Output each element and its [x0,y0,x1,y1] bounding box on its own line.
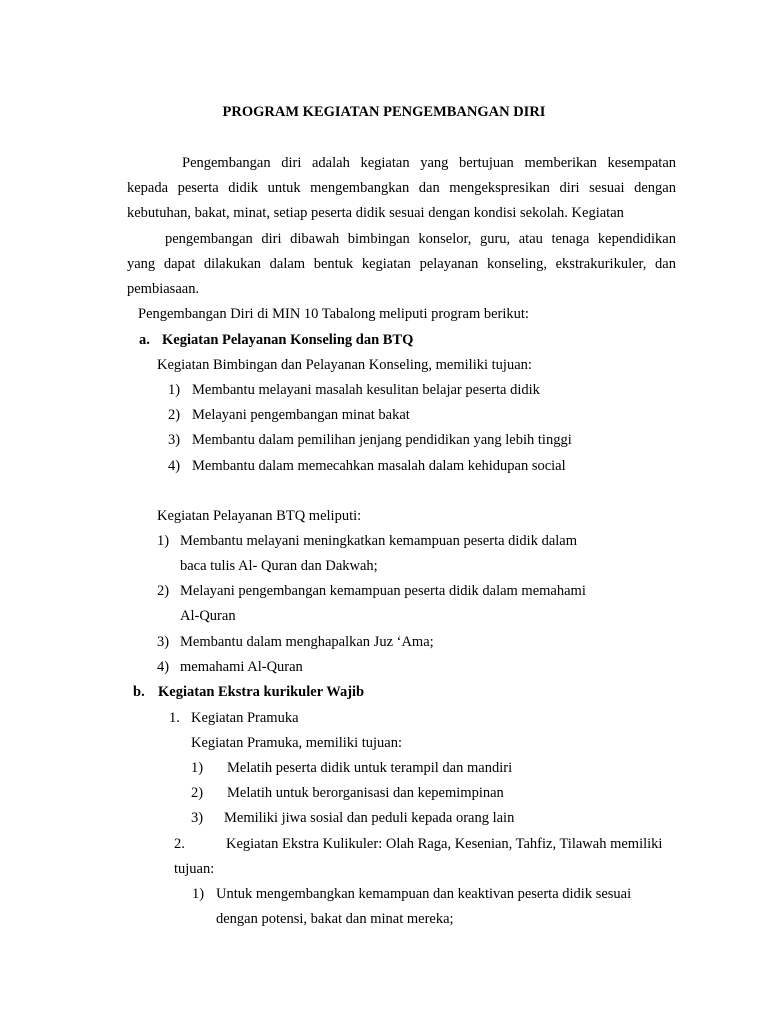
list-number: 1. [169,710,180,726]
paragraph-line: kebutuhan, bakat, minat, setiap peserta didik sesuai dengan kondisi sekolah. Kegiatan [127,205,624,221]
paragraph-line: yang dapat dilakukan dalam bentuk kegiatan pelayanan konseling, ekstrakurikuler, dan [127,256,676,272]
btq-intro: Kegiatan Pelayanan BTQ meliputi: [157,508,362,524]
list-item: Melayani pengembangan kemampuan peserta didik dalam memahami [180,583,586,599]
konseling-intro: Kegiatan Bimbingan dan Pelayanan Konseling, memiliki tujuan: [157,357,532,373]
list-number: 1) [192,886,205,902]
paragraph-line: kepada peserta didik untuk mengembangkan dan mengekspresikan diri sesuai dengan [127,180,676,196]
list-item: Melatih peserta didik untuk terampil dan mandiri [227,760,513,776]
ekstra-label-continuation: tujuan: [174,861,215,877]
list-item: Membantu dalam pemilihan jenjang pendidikan yang lebih tinggi [192,432,572,448]
pramuka-label: Kegiatan Pramuka [191,710,299,726]
page-title: PROGRAM KEGIATAN PENGEMBANGAN DIRI [222,104,546,120]
pramuka-intro: Kegiatan Pramuka, memiliki tujuan: [191,735,403,751]
list-number: 2. [174,836,185,852]
list-item: Membantu melayani masalah kesulitan belajar peserta didik [192,382,540,398]
paragraph-line: pengembangan diri dibawah bimbingan konselor, guru, atau tenaga kependidikan [165,231,676,247]
list-number: 4) [168,458,181,474]
list-item: Untuk mengembangkan kemampuan dan keaktivan peserta didik sesuai [216,886,632,902]
list-number: 3) [168,432,181,448]
list-item-continuation: Al-Quran [180,608,236,624]
program-intro: Pengembangan Diri di MIN 10 Tabalong meliputi program berikut: [138,306,529,322]
list-item: Membantu dalam memecahkan masalah dalam kehidupan social [192,458,566,474]
section-a-heading: Kegiatan Pelayanan Konseling dan BTQ [162,332,414,348]
list-number: 4) [157,659,170,675]
list-item: Melatih untuk berorganisasi dan kepemimpinan [227,785,504,801]
list-number: 2) [168,407,181,423]
list-item: Memiliki jiwa sosial dan peduli kepada orang lain [224,810,515,826]
list-number: 2) [157,583,170,599]
section-b-heading: Kegiatan Ekstra kurikuler Wajib [158,684,365,700]
list-item-continuation: dengan potensi, bakat dan minat mereka; [216,911,454,927]
paragraph-line: pembiasaan. [127,281,200,297]
section-b-marker: b. [133,684,145,700]
list-item: Membantu dalam menghapalkan Juz ‘Ama; [180,634,434,650]
list-item: memahami Al-Quran [180,659,303,675]
list-number: 3) [191,810,204,826]
list-item: Melayani pengembangan minat bakat [192,407,410,423]
list-number: 1) [191,760,204,776]
section-a-marker: a. [139,332,150,348]
list-number: 3) [157,634,170,650]
list-item: Membantu melayani meningkatkan kemampuan peserta didik dalam [180,533,578,549]
list-number: 1) [168,382,181,398]
list-number: 1) [157,533,170,549]
list-item-continuation: baca tulis Al- Quran dan Dakwah; [180,558,378,574]
ekstra-label: Kegiatan Ekstra Kulikuler: Olah Raga, Kesenian, Tahfiz, Tilawah memiliki [226,836,663,852]
paragraph-line: Pengembangan diri adalah kegiatan yang bertujuan memberikan kesempatan [182,155,676,171]
list-number: 2) [191,785,204,801]
